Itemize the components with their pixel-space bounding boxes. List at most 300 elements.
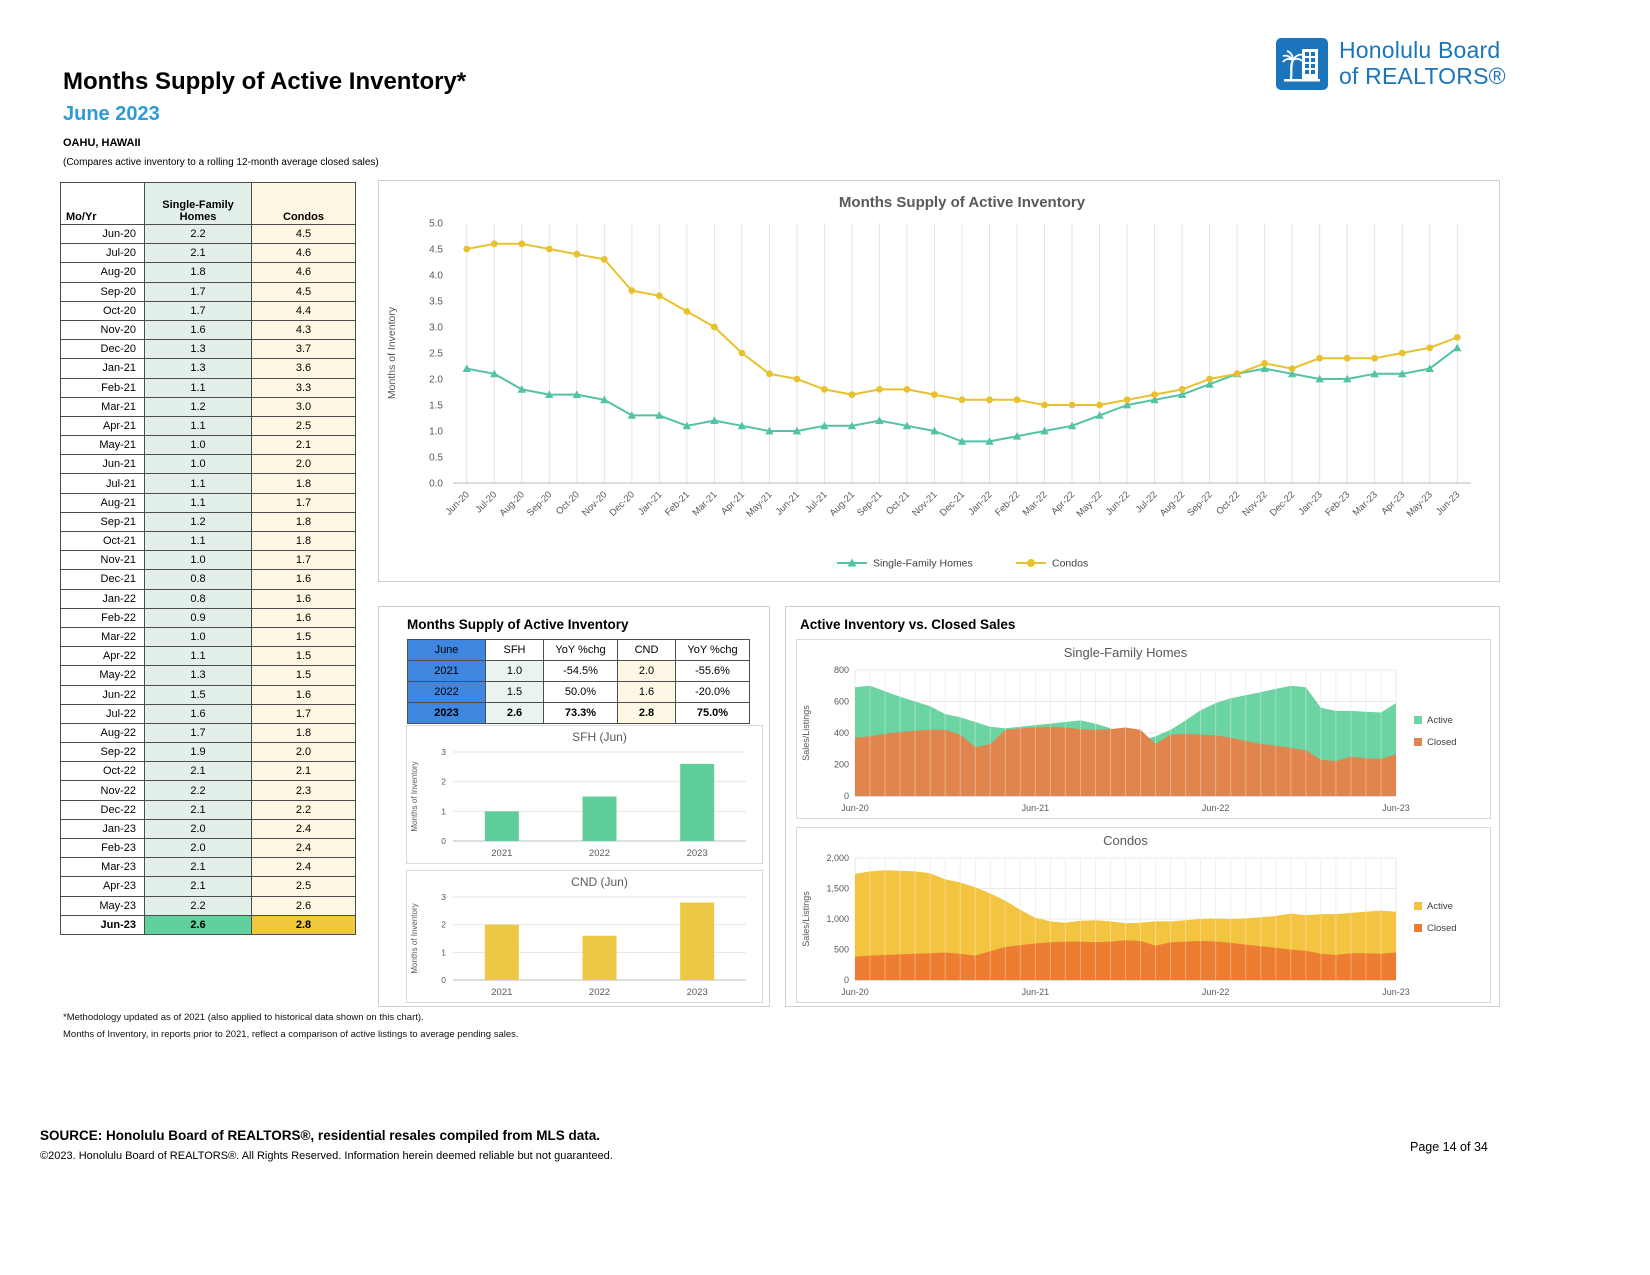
svg-text:Jan-22: Jan-22 (966, 489, 995, 518)
svg-text:Feb-22: Feb-22 (993, 489, 1023, 519)
sfh-value-cell: 1.1 (145, 416, 252, 435)
sfh-value-cell: 0.9 (145, 608, 252, 627)
months-supply-summary-panel (378, 606, 770, 1007)
moyr-cell: Dec-22 (61, 800, 145, 819)
svg-text:0: 0 (441, 975, 446, 985)
svg-text:Active: Active (1427, 715, 1453, 726)
sfh-value-cell: 1.0 (145, 551, 252, 570)
moyr-cell: Sep-22 (61, 743, 145, 762)
summary-cell: 1.0 (486, 661, 544, 682)
table-row (61, 608, 356, 627)
condos-value-cell: 1.8 (252, 723, 356, 742)
svg-text:2.0: 2.0 (429, 374, 443, 386)
condos-value-cell: 3.0 (252, 397, 356, 416)
moyr-cell: Dec-20 (61, 340, 145, 359)
sfh-area-chart-box (796, 639, 1491, 819)
table-row (61, 704, 356, 723)
svg-text:Apr-22: Apr-22 (1049, 489, 1078, 518)
table-row (61, 762, 356, 781)
sfh-value-cell: 1.7 (145, 723, 252, 742)
svg-text:Mar-22: Mar-22 (1020, 489, 1050, 519)
svg-text:Jun-22: Jun-22 (1201, 803, 1230, 813)
svg-text:2: 2 (441, 919, 446, 930)
svg-text:1.0: 1.0 (429, 426, 443, 438)
condos-value-cell: 1.7 (252, 493, 356, 512)
svg-text:Single-Family Homes: Single-Family Homes (1063, 645, 1188, 660)
footnotes (63, 1012, 519, 1046)
moyr-cell: Apr-23 (61, 877, 145, 896)
condos-value-cell: 4.6 (252, 263, 356, 282)
logo-line2: of REALTORS® (1339, 63, 1506, 89)
svg-text:Sales/Listings: Sales/Listings (801, 891, 811, 947)
months-supply-line-chart (379, 181, 1497, 579)
copyright-line: ©2023. Honolulu Board of REALTORS®. All Rights Reserved. Information herein deemed reliable but not guaranteed. (40, 1150, 613, 1162)
svg-text:2023: 2023 (686, 848, 708, 859)
table-row (61, 474, 356, 493)
condos-value-cell: 2.4 (252, 839, 356, 858)
table-row (61, 839, 356, 858)
report-methodology-note: (Compares active inventory to a rolling 12-month average closed sales) (63, 157, 379, 168)
sfh-value-cell: 1.3 (145, 340, 252, 359)
svg-text:3: 3 (441, 892, 446, 902)
summary-cell: 73.3% (544, 703, 618, 724)
svg-text:Months of Inventory: Months of Inventory (410, 761, 419, 832)
moyr-cell: Aug-20 (61, 263, 145, 282)
svg-text:Jun-20: Jun-20 (443, 489, 472, 518)
hbr-logo-icon (1276, 38, 1328, 90)
svg-text:200: 200 (833, 759, 849, 770)
svg-text:0: 0 (843, 791, 849, 801)
sfh-jun-bar-chart-box (406, 725, 763, 864)
summary-row (408, 661, 750, 682)
summary-header-sfh-yoy: YoY %chg (544, 640, 618, 661)
svg-text:SFH (Jun): SFH (Jun) (572, 730, 627, 744)
svg-text:Jun-21: Jun-21 (1021, 803, 1050, 813)
condos-value-cell: 1.5 (252, 627, 356, 646)
moyr-cell: Feb-22 (61, 608, 145, 627)
condos-value-cell: 2.5 (252, 877, 356, 896)
svg-text:Single-Family Homes: Single-Family Homes (873, 557, 973, 570)
svg-text:1: 1 (441, 947, 446, 958)
report-location: OAHU, HAWAII (63, 137, 141, 149)
table-row (61, 743, 356, 762)
table-row (61, 647, 356, 666)
months-supply-line-chart-panel (378, 180, 1500, 582)
svg-text:2.5: 2.5 (429, 348, 443, 360)
summary-cell: 1.5 (486, 682, 544, 703)
sfh-jun-bar-chart (407, 726, 762, 863)
moyr-cell: Aug-22 (61, 723, 145, 742)
svg-text:Feb-23: Feb-23 (1323, 489, 1353, 519)
moyr-cell: Mar-22 (61, 627, 145, 646)
svg-text:Sep-21: Sep-21 (855, 489, 885, 519)
condos-value-cell: 2.5 (252, 416, 356, 435)
sfh-value-cell: 1.1 (145, 378, 252, 397)
sfh-value-cell: 1.9 (145, 743, 252, 762)
hbr-logo (1276, 38, 1506, 90)
table-row (61, 800, 356, 819)
svg-text:Months of Inventory: Months of Inventory (386, 306, 398, 400)
svg-text:3.0: 3.0 (429, 322, 443, 334)
svg-text:Oct-21: Oct-21 (884, 489, 913, 518)
moyr-cell: Feb-23 (61, 839, 145, 858)
svg-text:Nov-22: Nov-22 (1240, 489, 1270, 519)
moyr-cell: Jan-21 (61, 359, 145, 378)
sfh-value-cell: 1.0 (145, 627, 252, 646)
condos-value-cell: 1.6 (252, 570, 356, 589)
condos-value-cell: 4.5 (252, 225, 356, 244)
footnote-1: *Methodology updated as of 2021 (also applied to historical data shown on this chart). (63, 1012, 424, 1023)
moyr-cell: Apr-22 (61, 647, 145, 666)
table-row (61, 877, 356, 896)
sfh-value-cell: 2.1 (145, 244, 252, 263)
table-row (61, 512, 356, 531)
svg-text:0.5: 0.5 (429, 452, 443, 464)
condos-value-cell: 1.6 (252, 608, 356, 627)
report-month: June 2023 (63, 103, 160, 125)
svg-text:2021: 2021 (491, 848, 513, 859)
sfh-value-cell: 2.1 (145, 800, 252, 819)
svg-text:3: 3 (441, 747, 446, 757)
svg-text:0.0: 0.0 (429, 478, 443, 490)
condos-value-cell: 1.8 (252, 512, 356, 531)
summary-cell: 2021 (408, 661, 486, 682)
condos-value-cell: 2.4 (252, 858, 356, 877)
source-line: SOURCE: Honolulu Board of REALTORS®, residential resales compiled from MLS data. (40, 1128, 601, 1143)
svg-text:2023: 2023 (686, 987, 708, 998)
svg-text:Months Supply of Active Invent: Months Supply of Active Inventory (838, 194, 1086, 211)
svg-text:Jun-22: Jun-22 (1201, 987, 1230, 997)
svg-text:1,500: 1,500 (826, 883, 849, 894)
moyr-cell: May-21 (61, 436, 145, 455)
table-row (61, 685, 356, 704)
table-row (61, 627, 356, 646)
table-row (61, 570, 356, 589)
table-row (61, 781, 356, 800)
svg-text:500: 500 (833, 944, 849, 955)
svg-text:Jun-21: Jun-21 (1021, 987, 1050, 997)
summary-cell: 2.6 (486, 703, 544, 724)
sfh-value-cell: 1.3 (145, 359, 252, 378)
table-row (61, 320, 356, 339)
summary-cell: 2022 (408, 682, 486, 703)
active-vs-closed-panel (785, 606, 1500, 1007)
condos-value-cell: 3.6 (252, 359, 356, 378)
sfh-value-cell: 2.2 (145, 781, 252, 800)
svg-text:Aug-22: Aug-22 (1157, 489, 1188, 519)
svg-text:2022: 2022 (588, 987, 611, 998)
active-vs-closed-title: Active Inventory vs. Closed Sales (800, 617, 1016, 632)
svg-text:Sep-22: Sep-22 (1185, 489, 1215, 519)
condos-value-cell: 4.4 (252, 301, 356, 320)
svg-text:Jun-23: Jun-23 (1382, 803, 1410, 813)
sfh-value-cell: 1.7 (145, 301, 252, 320)
sfh-value-cell: 1.8 (145, 263, 252, 282)
summary-row (408, 682, 750, 703)
condos-area-chart (797, 828, 1490, 1000)
moyr-cell: Jul-21 (61, 474, 145, 493)
summary-cell: 2.8 (618, 703, 676, 724)
svg-text:Jun-20: Jun-20 (841, 803, 869, 813)
moyr-cell: Jun-21 (61, 455, 145, 474)
sfh-value-cell: 1.7 (145, 282, 252, 301)
condos-value-cell: 2.2 (252, 800, 356, 819)
condos-value-cell: 1.8 (252, 474, 356, 493)
svg-text:4.5: 4.5 (429, 244, 443, 256)
svg-text:Nov-20: Nov-20 (580, 489, 610, 519)
condos-value-cell: 1.5 (252, 647, 356, 666)
sfh-value-cell: 1.1 (145, 647, 252, 666)
svg-text:2021: 2021 (491, 987, 513, 998)
sfh-value-cell: 2.2 (145, 225, 252, 244)
summary-table (407, 639, 750, 724)
sfh-value-cell: 1.1 (145, 532, 252, 551)
summary-cell: 2023 (408, 703, 486, 724)
sfh-value-cell: 1.0 (145, 455, 252, 474)
summary-panel-title: Months Supply of Active Inventory (407, 617, 629, 632)
moyr-cell: Jun-23 (61, 915, 145, 934)
summary-header-row (408, 640, 750, 661)
svg-text:Jan-23: Jan-23 (1296, 489, 1325, 518)
sfh-value-cell: 2.1 (145, 762, 252, 781)
svg-text:Dec-22: Dec-22 (1267, 489, 1298, 519)
logo-line1: Honolulu Board (1339, 37, 1501, 64)
svg-text:Closed: Closed (1427, 923, 1457, 934)
moyr-cell: Sep-20 (61, 282, 145, 301)
moyr-cell: Dec-21 (61, 570, 145, 589)
condos-value-cell: 1.6 (252, 589, 356, 608)
svg-text:0: 0 (441, 836, 446, 846)
moyr-cell: Mar-23 (61, 858, 145, 877)
svg-text:600: 600 (833, 696, 849, 707)
table-row (61, 532, 356, 551)
svg-text:Mar-21: Mar-21 (690, 489, 720, 519)
table-row (61, 915, 356, 934)
svg-text:Feb-21: Feb-21 (662, 489, 692, 519)
svg-text:2: 2 (441, 776, 446, 787)
sfh-value-cell: 1.1 (145, 474, 252, 493)
table-row (61, 896, 356, 915)
moyr-cell: Nov-21 (61, 551, 145, 570)
condos-value-cell: 2.6 (252, 896, 356, 915)
svg-text:Jul-21: Jul-21 (803, 489, 830, 516)
hbr-logo-text (1339, 38, 1506, 90)
condos-value-cell: 1.6 (252, 685, 356, 704)
moyr-cell: Jul-22 (61, 704, 145, 723)
svg-text:Oct-22: Oct-22 (1214, 489, 1243, 518)
page-number: Page 14 of 34 (1410, 1140, 1488, 1154)
moyr-cell: Jan-23 (61, 819, 145, 838)
cnd-jun-bar-chart (407, 871, 762, 1002)
table-row (61, 378, 356, 397)
table-row (61, 263, 356, 282)
moyr-cell: Feb-21 (61, 378, 145, 397)
svg-text:Jun-23: Jun-23 (1382, 987, 1410, 997)
svg-text:Months of Inventory: Months of Inventory (410, 903, 419, 974)
condos-value-cell: 4.3 (252, 320, 356, 339)
condos-value-cell: 1.5 (252, 666, 356, 685)
condos-value-cell: 3.3 (252, 378, 356, 397)
sfh-value-cell: 1.6 (145, 704, 252, 723)
svg-text:4.0: 4.0 (429, 270, 443, 282)
svg-text:Active: Active (1427, 901, 1453, 912)
moyr-cell: Oct-22 (61, 762, 145, 781)
table-row (61, 340, 356, 359)
svg-text:CND (Jun): CND (Jun) (571, 875, 628, 889)
condos-area-chart-box (796, 827, 1491, 1003)
svg-text:Jun-20: Jun-20 (841, 987, 869, 997)
moyr-cell: Jan-22 (61, 589, 145, 608)
svg-text:0: 0 (843, 975, 849, 985)
table-row (61, 858, 356, 877)
moyr-cell: Jul-20 (61, 244, 145, 263)
svg-text:Aug-20: Aug-20 (497, 489, 527, 519)
sfh-area-chart (797, 640, 1490, 816)
svg-text:Apr-23: Apr-23 (1379, 489, 1408, 518)
moyr-cell: Sep-21 (61, 512, 145, 531)
svg-text:Jul-22: Jul-22 (1133, 489, 1160, 516)
svg-text:Aug-21: Aug-21 (827, 489, 858, 519)
condos-value-cell: 2.0 (252, 455, 356, 474)
sfh-value-cell: 1.0 (145, 436, 252, 455)
svg-text:Dec-20: Dec-20 (607, 489, 637, 519)
table-row (61, 244, 356, 263)
svg-text:May-21: May-21 (744, 489, 775, 520)
svg-text:2,000: 2,000 (826, 853, 849, 863)
svg-text:800: 800 (833, 665, 849, 675)
summary-cell: 2.0 (618, 661, 676, 682)
svg-text:Nov-21: Nov-21 (910, 489, 940, 519)
svg-text:Apr-21: Apr-21 (719, 489, 748, 518)
table-row (61, 282, 356, 301)
summary-row (408, 703, 750, 724)
moyr-cell: Oct-21 (61, 532, 145, 551)
table-row (61, 301, 356, 320)
sfh-value-cell: 2.1 (145, 858, 252, 877)
summary-cell: 1.6 (618, 682, 676, 703)
inventory-table (60, 182, 356, 935)
table-row (61, 551, 356, 570)
cnd-jun-bar-chart-box (406, 870, 763, 1003)
condos-value-cell: 4.5 (252, 282, 356, 301)
condos-value-cell: 2.3 (252, 781, 356, 800)
svg-text:2022: 2022 (588, 848, 611, 859)
summary-header-cnd-yoy: YoY %chg (676, 640, 750, 661)
col-header-sfh: Single-Family Homes (145, 183, 252, 225)
footnote-2: Months of Inventory, in reports prior to 2021, reflect a comparison of active listings to average pending sales. (63, 1029, 519, 1040)
table-row (61, 436, 356, 455)
condos-value-cell: 2.1 (252, 436, 356, 455)
svg-text:Mar-23: Mar-23 (1350, 489, 1380, 519)
condos-value-cell: 3.7 (252, 340, 356, 359)
svg-text:May-22: May-22 (1074, 489, 1105, 520)
table-row (61, 225, 356, 244)
table-row (61, 589, 356, 608)
summary-cell: -54.5% (544, 661, 618, 682)
moyr-cell: May-23 (61, 896, 145, 915)
svg-text:1: 1 (441, 806, 446, 817)
svg-text:Sales/Listings: Sales/Listings (801, 705, 811, 761)
moyr-cell: Oct-20 (61, 301, 145, 320)
moyr-cell: May-22 (61, 666, 145, 685)
condos-value-cell: 2.0 (252, 743, 356, 762)
sfh-value-cell: 2.1 (145, 877, 252, 896)
condos-value-cell: 1.8 (252, 532, 356, 551)
table-row (61, 723, 356, 742)
svg-text:Oct-20: Oct-20 (553, 489, 582, 518)
source-block (40, 1128, 613, 1162)
sfh-value-cell: 2.0 (145, 839, 252, 858)
title-block (63, 68, 466, 168)
svg-text:Jul-20: Jul-20 (473, 489, 500, 516)
svg-text:May-23: May-23 (1404, 489, 1435, 520)
col-header-moyr: Mo/Yr (61, 183, 145, 225)
sfh-value-cell: 1.1 (145, 493, 252, 512)
svg-text:Jun-22: Jun-22 (1103, 489, 1133, 518)
summary-header-june: June (408, 640, 486, 661)
svg-text:Condos: Condos (1052, 557, 1089, 570)
sfh-value-cell: 2.6 (145, 915, 252, 934)
table-row (61, 455, 356, 474)
sfh-value-cell: 1.6 (145, 320, 252, 339)
col-header-condos: Condos (252, 183, 356, 225)
svg-text:Sep-20: Sep-20 (524, 489, 555, 519)
svg-text:3.5: 3.5 (429, 296, 443, 308)
sfh-value-cell: 1.3 (145, 666, 252, 685)
svg-text:Jan-21: Jan-21 (636, 489, 665, 518)
summary-cell: 75.0% (676, 703, 750, 724)
condos-value-cell: 1.7 (252, 704, 356, 723)
table-row (61, 359, 356, 378)
sfh-value-cell: 1.2 (145, 397, 252, 416)
moyr-cell: Jun-20 (61, 225, 145, 244)
table-row (61, 819, 356, 838)
moyr-cell: Apr-21 (61, 416, 145, 435)
table-row (61, 493, 356, 512)
sfh-value-cell: 2.2 (145, 896, 252, 915)
summary-header-cnd: CND (618, 640, 676, 661)
svg-text:400: 400 (833, 728, 849, 738)
inventory-table-header-row (61, 183, 356, 225)
moyr-cell: Aug-21 (61, 493, 145, 512)
summary-cell: 50.0% (544, 682, 618, 703)
sfh-value-cell: 0.8 (145, 570, 252, 589)
svg-text:5.0: 5.0 (429, 218, 443, 230)
svg-text:Jun-23: Jun-23 (1434, 489, 1463, 518)
sfh-value-cell: 0.8 (145, 589, 252, 608)
moyr-cell: Nov-20 (61, 320, 145, 339)
svg-text:Condos: Condos (1103, 833, 1148, 848)
summary-cell: -55.6% (676, 661, 750, 682)
summary-cell: -20.0% (676, 682, 750, 703)
svg-text:Closed: Closed (1427, 737, 1457, 748)
table-row (61, 416, 356, 435)
moyr-cell: Jun-22 (61, 685, 145, 704)
table-row (61, 397, 356, 416)
svg-text:Dec-21: Dec-21 (937, 489, 968, 519)
moyr-cell: Mar-21 (61, 397, 145, 416)
condos-value-cell: 2.1 (252, 762, 356, 781)
sfh-value-cell: 2.0 (145, 819, 252, 838)
condos-value-cell: 2.8 (252, 915, 356, 934)
sfh-value-cell: 1.2 (145, 512, 252, 531)
condos-value-cell: 1.7 (252, 551, 356, 570)
sfh-value-cell: 1.5 (145, 685, 252, 704)
svg-text:Jun-21: Jun-21 (773, 489, 803, 518)
condos-value-cell: 4.6 (252, 244, 356, 263)
svg-text:1,000: 1,000 (826, 914, 849, 924)
summary-header-sfh: SFH (486, 640, 544, 661)
